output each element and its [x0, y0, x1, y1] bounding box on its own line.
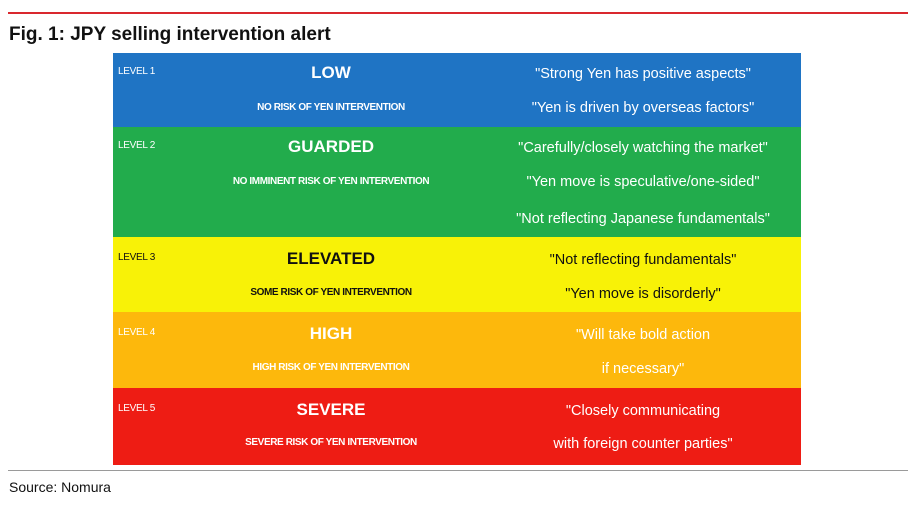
- source-note: Source: Nomura: [9, 479, 111, 495]
- level-1-band: LEVEL 1 LOW NO RISK OF YEN INTERVENTION "Strong Yen has positive aspects" "Yen is driven by overseas factors": [113, 53, 801, 127]
- intervention-alert-table: [113, 53, 801, 465]
- level-1-label: LEVEL 1: [118, 66, 156, 77]
- level-4-band: LEVEL 4 HIGH HIGH RISK OF YEN INTERVENTION "Will take bold action if necessary": [113, 312, 801, 388]
- level-5-band: LEVEL 5 SEVERE SEVERE RISK OF YEN INTERVENTION "Closely communicating with foreign counter parties": [113, 388, 801, 465]
- level-5-label: LEVEL 5: [118, 403, 156, 414]
- level-3-label: LEVEL 3: [118, 252, 156, 263]
- top-rule: [8, 12, 908, 14]
- level-3-band: LEVEL 3 ELEVATED SOME RISK OF YEN INTERVENTION "Not reflecting fundamentals" "Yen move is disorderly": [113, 237, 801, 312]
- bottom-rule: [8, 470, 908, 471]
- figure-title: Fig. 1: JPY selling intervention alert: [9, 24, 331, 45]
- level-2-label: LEVEL 2: [118, 140, 156, 151]
- level-4-label: LEVEL 4: [118, 327, 156, 338]
- level-2-band: LEVEL 2 GUARDED NO IMMINENT RISK OF YEN INTERVENTION "Carefully/closely watching the market" "Yen move is speculative/one-sided" "Not reflecting Japanese fundamentals": [113, 127, 801, 237]
